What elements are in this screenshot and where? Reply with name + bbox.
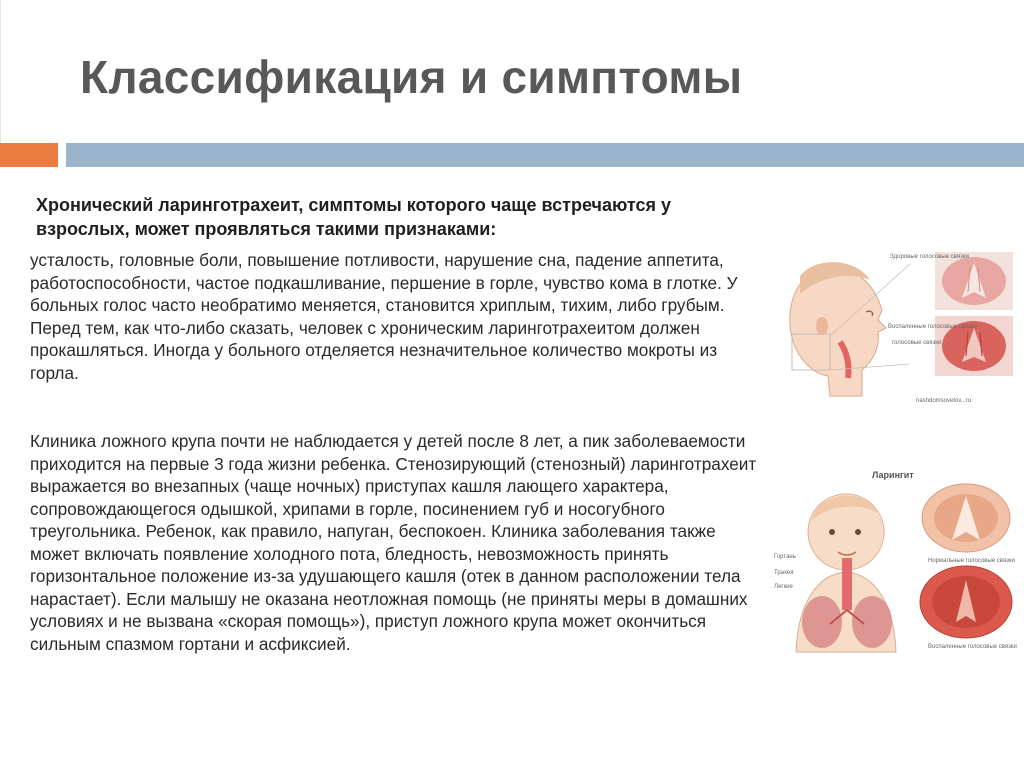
chronic-symptoms-paragraph: усталость, головные боли, повышение потливости, нарушение сна, падение аппетита, работоспособности, частое подкашливание, першение в горле, чувство кома в глотке. У больных голос часто необратимо меняется, становится хриплым, тихим, либо грубым. Перед тем, как что-либо сказать, человек с хроническим ларинготрахеитом должен прокашляться. Иногда у больного отделяется незначительное количество мокроты из горла. — [30, 250, 738, 383]
cords-label: голосовые связки — [892, 340, 942, 346]
watermark: nashdomsovetov...ru — [916, 398, 972, 404]
blue-accent-bar — [66, 143, 1024, 167]
trachea-label: Трахея — [774, 570, 794, 576]
page-title: Классификация и симптомы — [80, 51, 743, 103]
inflamed-cords-label-2: Воспаленные голосовые связки — [928, 644, 1017, 650]
main-content — [30, 193, 760, 655]
larynx-label: Гортань — [774, 554, 796, 560]
intro-text: Хронический ларинготрахеит, симптомы которого чаще встречаются у взрослых, может проявляться такими признаками: — [36, 195, 671, 239]
lungs-label: Легкие — [774, 584, 793, 590]
orange-accent-bar — [0, 143, 58, 167]
slide-frame-line — [0, 0, 1, 143]
normal-cords-label: Нормальные голосовые связки — [928, 558, 1015, 564]
laryngitis-illustration — [768, 462, 1022, 657]
vocal-cords-illustration — [770, 246, 1020, 411]
healthy-cords-label: Здоровые голосовые связки — [890, 254, 969, 260]
false-croup-paragraph: Клиника ложного крупа почти не наблюдается у детей после 8 лет, а пик заболеваемости приходится на первые 3 года жизни ребенка. Стенозирующий (стенозный) ларинготрахеит выражается во внезапных (чаще ночных) приступах кашля лающего характера, сопровождающегося одышкой, хрипами в горле, посинением губ и носогубного треугольника. Ребенок, как правило, напуган, беспокоен. Клиника заболевания также может включать появление холодного пота, бледность, невозможность принять горизонтальное положение из-за удушающего кашля (отек в данном расположении тела нарастает). Если малышу не оказана неотложная помощь (не приняты меры в домашних условиях и не вызвана «скорая помощь»), приступ ложного крупа может окончиться сильным спазмом гортани и асфиксией. — [30, 431, 757, 654]
inflamed-cords-label: Воспаленные голосовые связки — [888, 324, 977, 330]
laryngitis-title: Ларингит — [872, 470, 914, 480]
